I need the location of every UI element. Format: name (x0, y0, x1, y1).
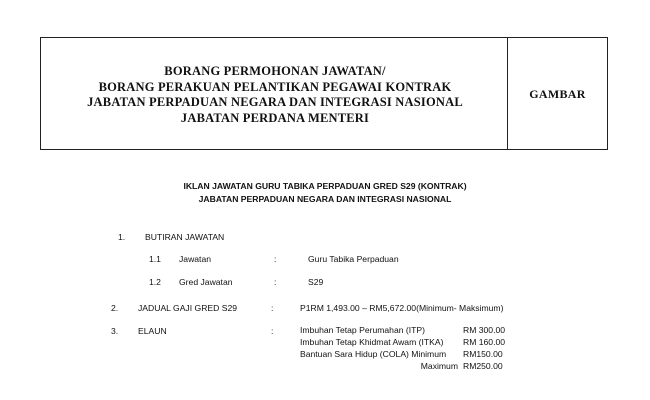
item-1-2-label: Gred Jawatan (179, 277, 233, 287)
item-1-2-value: S29 (308, 277, 324, 287)
section-2-title: JADUAL GAJI GRED S29 (138, 303, 238, 313)
allowance-itka-amount: RM 160.00 (463, 337, 506, 347)
ad-title-line-1: IKLAN JAWATAN GURU TABIKA PERPADUAN GRED S29 (KONTRAK) (183, 181, 467, 191)
section-2-number: 2. (111, 303, 119, 313)
item-1-2-colon: : (274, 277, 277, 287)
allowance-cola-min-amount: RM150.00 (463, 349, 503, 359)
section-3-title: ELAUN (138, 326, 167, 336)
photo-label: GAMBAR (529, 87, 586, 101)
section-1-number: 1. (118, 232, 126, 242)
form-header-box (40, 37, 608, 150)
form-title-line-2: BORANG PERAKUAN PELANTIKAN PEGAWAI KONTRAK (98, 79, 452, 94)
section-1-title: BUTIRAN JAWATAN (145, 232, 225, 242)
allowance-cola-min-label: Bantuan Sara Hidup (COLA) Minimum (300, 349, 447, 359)
item-1-1-colon: : (274, 254, 277, 264)
allowance-cola-max-amount: RM250.00 (463, 361, 503, 371)
allowance-itp-amount: RM 300.00 (463, 325, 506, 335)
item-1-1-label: Jawatan (179, 254, 212, 264)
item-1-1-number: 1.1 (149, 254, 161, 264)
form-title-line-3: JABATAN PERPADUAN NEGARA DAN INTEGRASI NASIONAL (87, 95, 463, 109)
form-title-line-4: JABATAN PERDANA MENTERI (180, 110, 370, 125)
photo-box (507, 38, 607, 149)
form-title-line-1: BORANG PERMOHONAN JAWATAN/ (164, 64, 386, 78)
section-3-colon: : (271, 326, 274, 336)
ad-title-line-2: JABATAN PERPADUAN NEGARA DAN INTEGRASI NASIONAL (198, 194, 452, 204)
allowance-cola-max-label: Maximum (420, 361, 458, 371)
salary-scale-value: P1RM 1,493.00 – RM5,672.00(Minimum- Maksimum) (300, 303, 504, 313)
allowance-itka-label: Imbuhan Tetap Khidmat Awam (ITKA) (300, 337, 444, 347)
item-1-1-value: Guru Tabika Perpaduan (308, 254, 399, 264)
section-2-colon: : (271, 303, 274, 313)
form-titles (41, 64, 509, 126)
section-3-number: 3. (111, 326, 119, 336)
allowance-itp-label: Imbuhan Tetap Perumahan (ITP) (300, 325, 425, 335)
item-1-2-number: 1.2 (149, 277, 161, 287)
